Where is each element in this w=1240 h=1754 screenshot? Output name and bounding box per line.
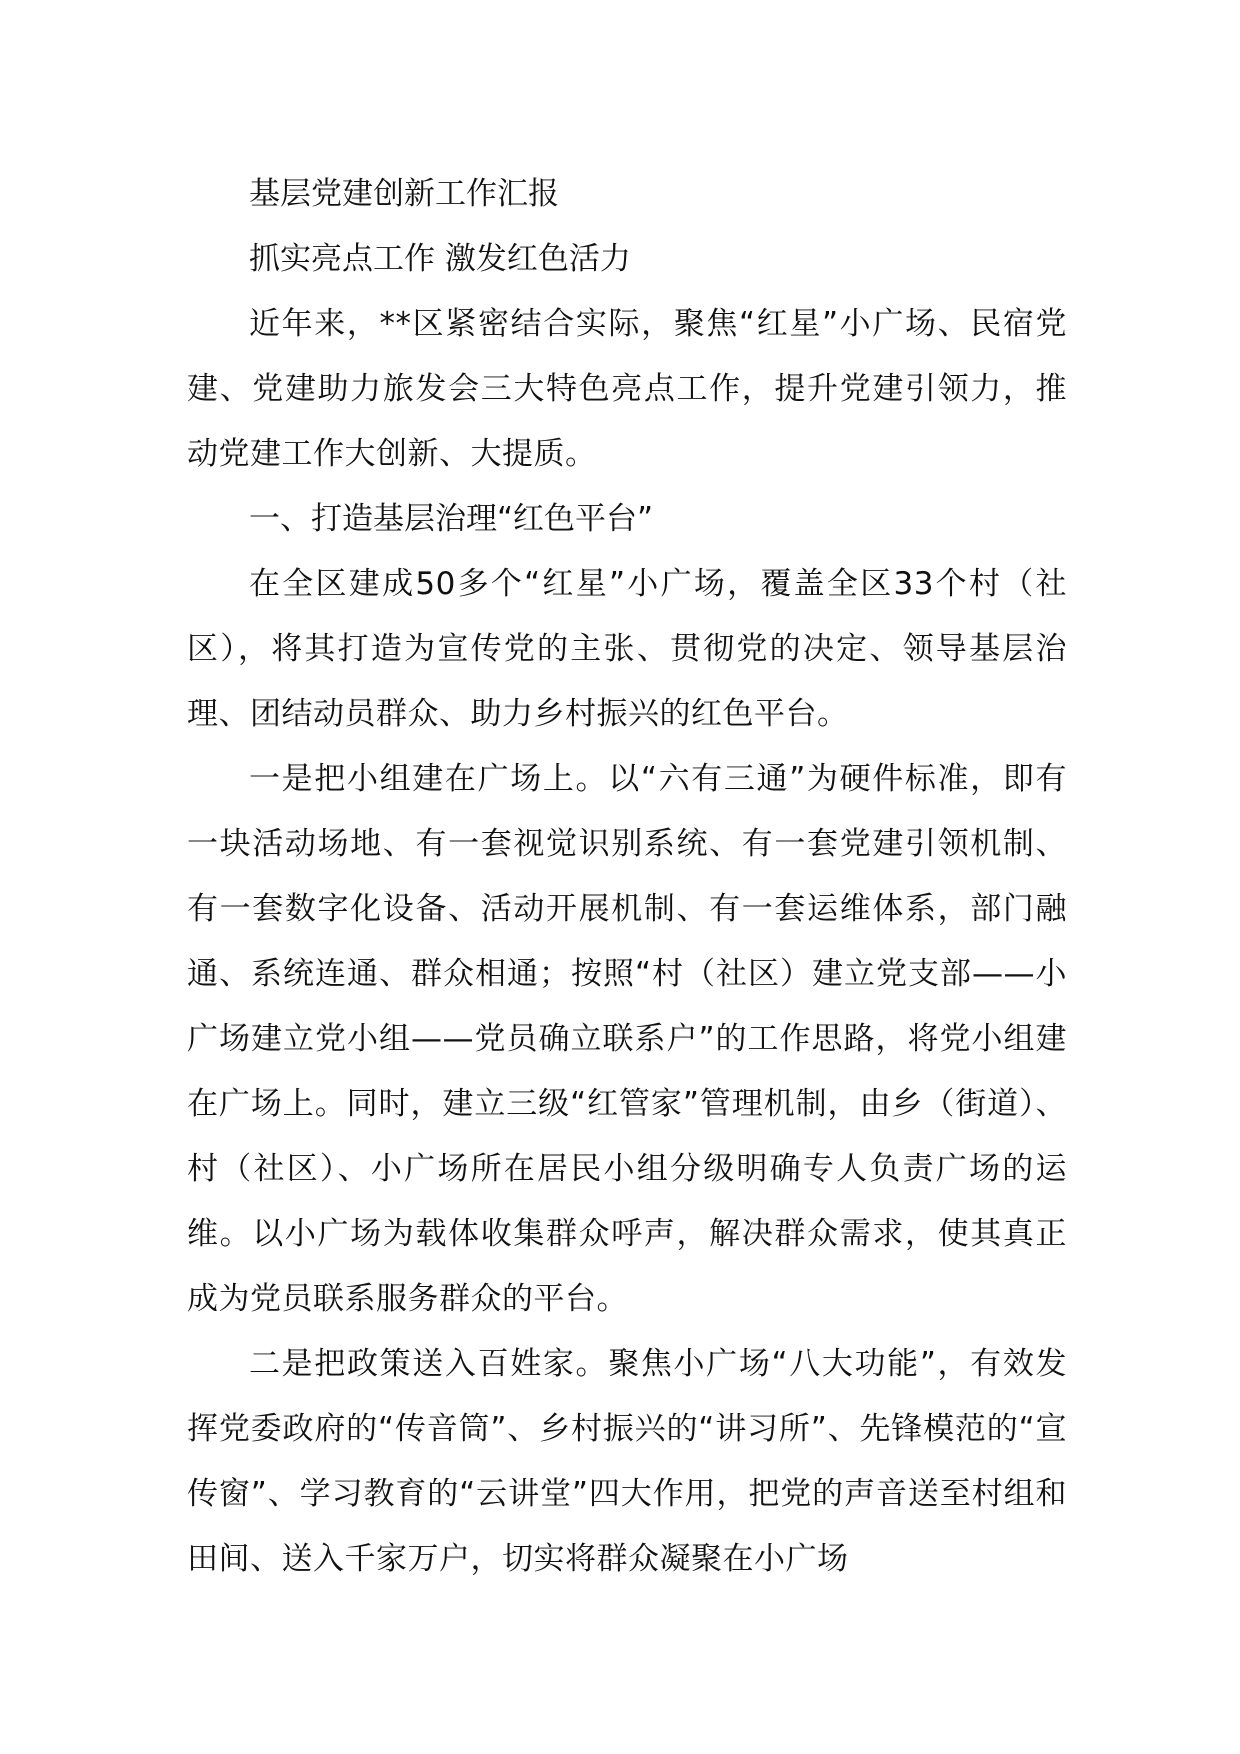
section-heading-1: 一、打造基层治理“红色平台”	[249, 501, 654, 537]
document-title: 基层党建创新工作汇报	[249, 176, 559, 212]
document-subtitle: 抓实亮点工作 激发红色活力	[249, 241, 631, 277]
paragraph-point-1: 一是把小组建在广场上。以“六有三通”为硬件标准，即有一块活动场地、有一套视觉识别系统、有一套党建引领机制、有一套数字化设备、活动开展机制、有一套运维体系，部门融通、系统连通、群众相通；按照“村（社区）建立党支部——小广场建立党小组——党员确立联系户”的工作思路，将党小组建在广场上。同时，建立三级“红管家”管理机制，由乡（街道）、村（社区）、小广场所在居民小组分级明确专人负责广场的运维。以小广场为载体收集群众呼声，解决群众需求，使其真正成为党员联系服务群众的平台。	[187, 761, 1067, 1317]
paragraph-intro: 近年来，**区紧密结合实际，聚焦“红星”小广场、民宿党建、党建助力旅发会三大特色亮点工作，提升党建引领力，推动党建工作大创新、大提质。	[187, 306, 1067, 472]
document-body	[187, 162, 1067, 1592]
paragraph-section-1: 在全区建成50多个“红星”小广场，覆盖全区33个村（社区），将其打造为宣传党的主张、贯彻党的决定、领导基层治理、团结动员群众、助力乡村振兴的红色平台。	[187, 566, 1067, 732]
paragraph-point-2: 二是把政策送入百姓家。聚焦小广场“八大功能”，有效发挥党委政府的“传音筒”、乡村振兴的“讲习所”、先锋模范的“宣传窗”、学习教育的“云讲堂”四大作用，把党的声音送至村组和田间、送入千家万户，切实将群众凝聚在小广场	[187, 1346, 1067, 1577]
